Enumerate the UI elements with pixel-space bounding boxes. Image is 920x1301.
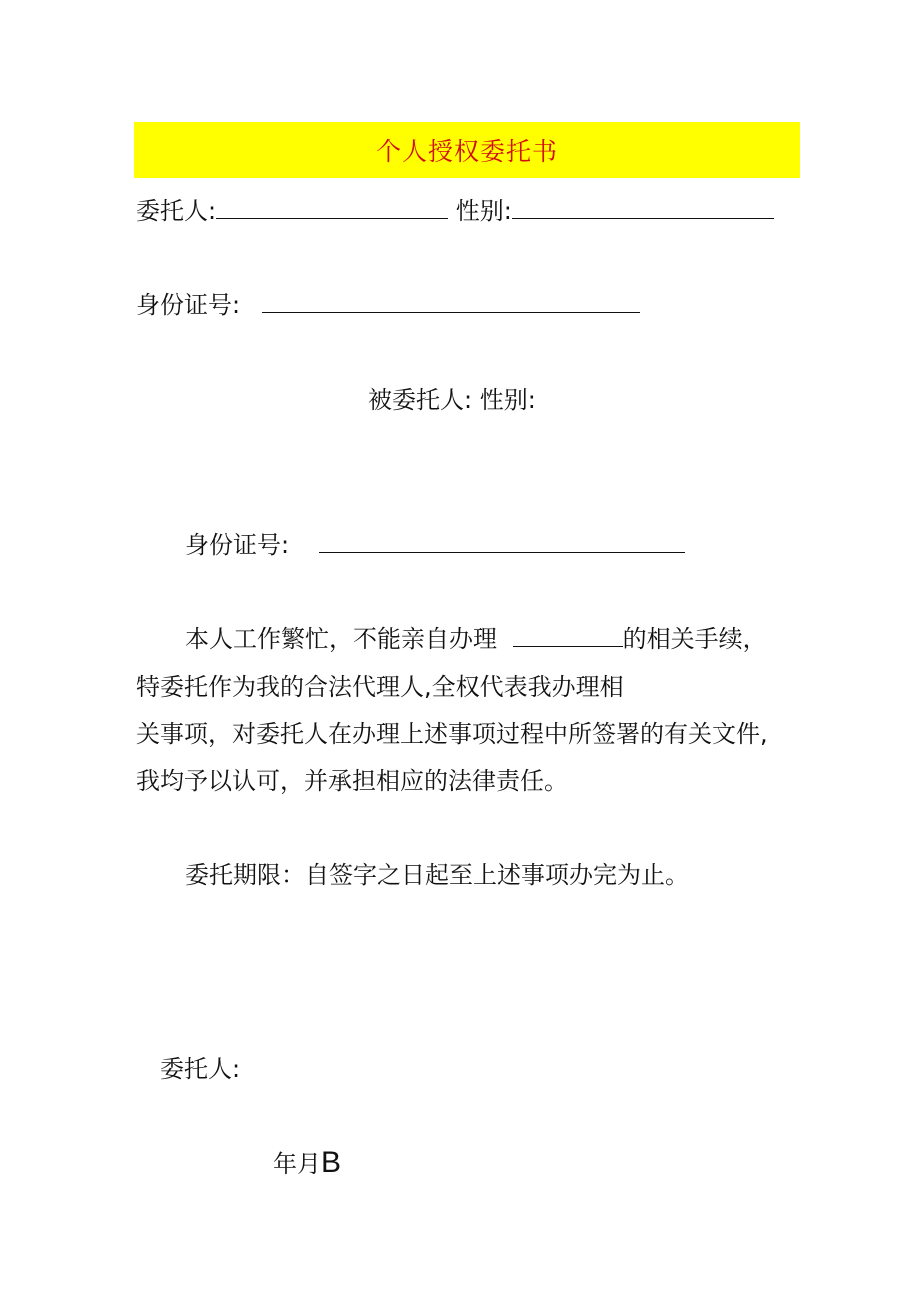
- principal-id-label: 身份证号:: [136, 291, 241, 319]
- body-line-1: [185, 624, 767, 654]
- body-line-2: 特委托作为我的合法代理人,全权代表我办理相: [136, 673, 624, 701]
- title-banner: [134, 122, 800, 178]
- principal-gender-label: 性别:: [455, 197, 512, 225]
- body-line-1-after: 的相关手续，: [622, 625, 767, 653]
- date-suffix: B: [321, 1146, 342, 1179]
- principal-gender-blank: [512, 218, 774, 219]
- agent-id-blank: [319, 552, 685, 553]
- matter-blank: [513, 646, 623, 647]
- body-line-3: 关事项，对委托人在办理上述事项过程中所签署的有关文件,: [136, 720, 768, 748]
- term-line: 委托期限：自签字之日起至上述事项办完为止。: [185, 861, 689, 889]
- principal-id-row: [136, 290, 640, 320]
- principal-id-blank: [262, 312, 640, 313]
- principal-name-blank: [216, 218, 448, 219]
- date-prefix: 年月: [273, 1150, 321, 1178]
- agent-name-gender-row: [368, 385, 536, 415]
- agent-name-gender-label: 被委托人: 性别:: [368, 386, 536, 414]
- document-title: 个人授权委托书: [375, 137, 558, 166]
- agent-id-row: [185, 530, 685, 560]
- signature-label: 委托人:: [160, 1055, 241, 1083]
- agent-id-label: 身份证号:: [185, 531, 290, 559]
- body-line-1-before: 本人工作繁忙，不能亲自办理: [185, 625, 497, 653]
- signature-date: [273, 1148, 341, 1179]
- principal-name-label: 委托人:: [136, 197, 217, 225]
- body-line-4: 我均予以认可，并承担相应的法律责任。: [136, 767, 568, 795]
- principal-row: [136, 196, 774, 226]
